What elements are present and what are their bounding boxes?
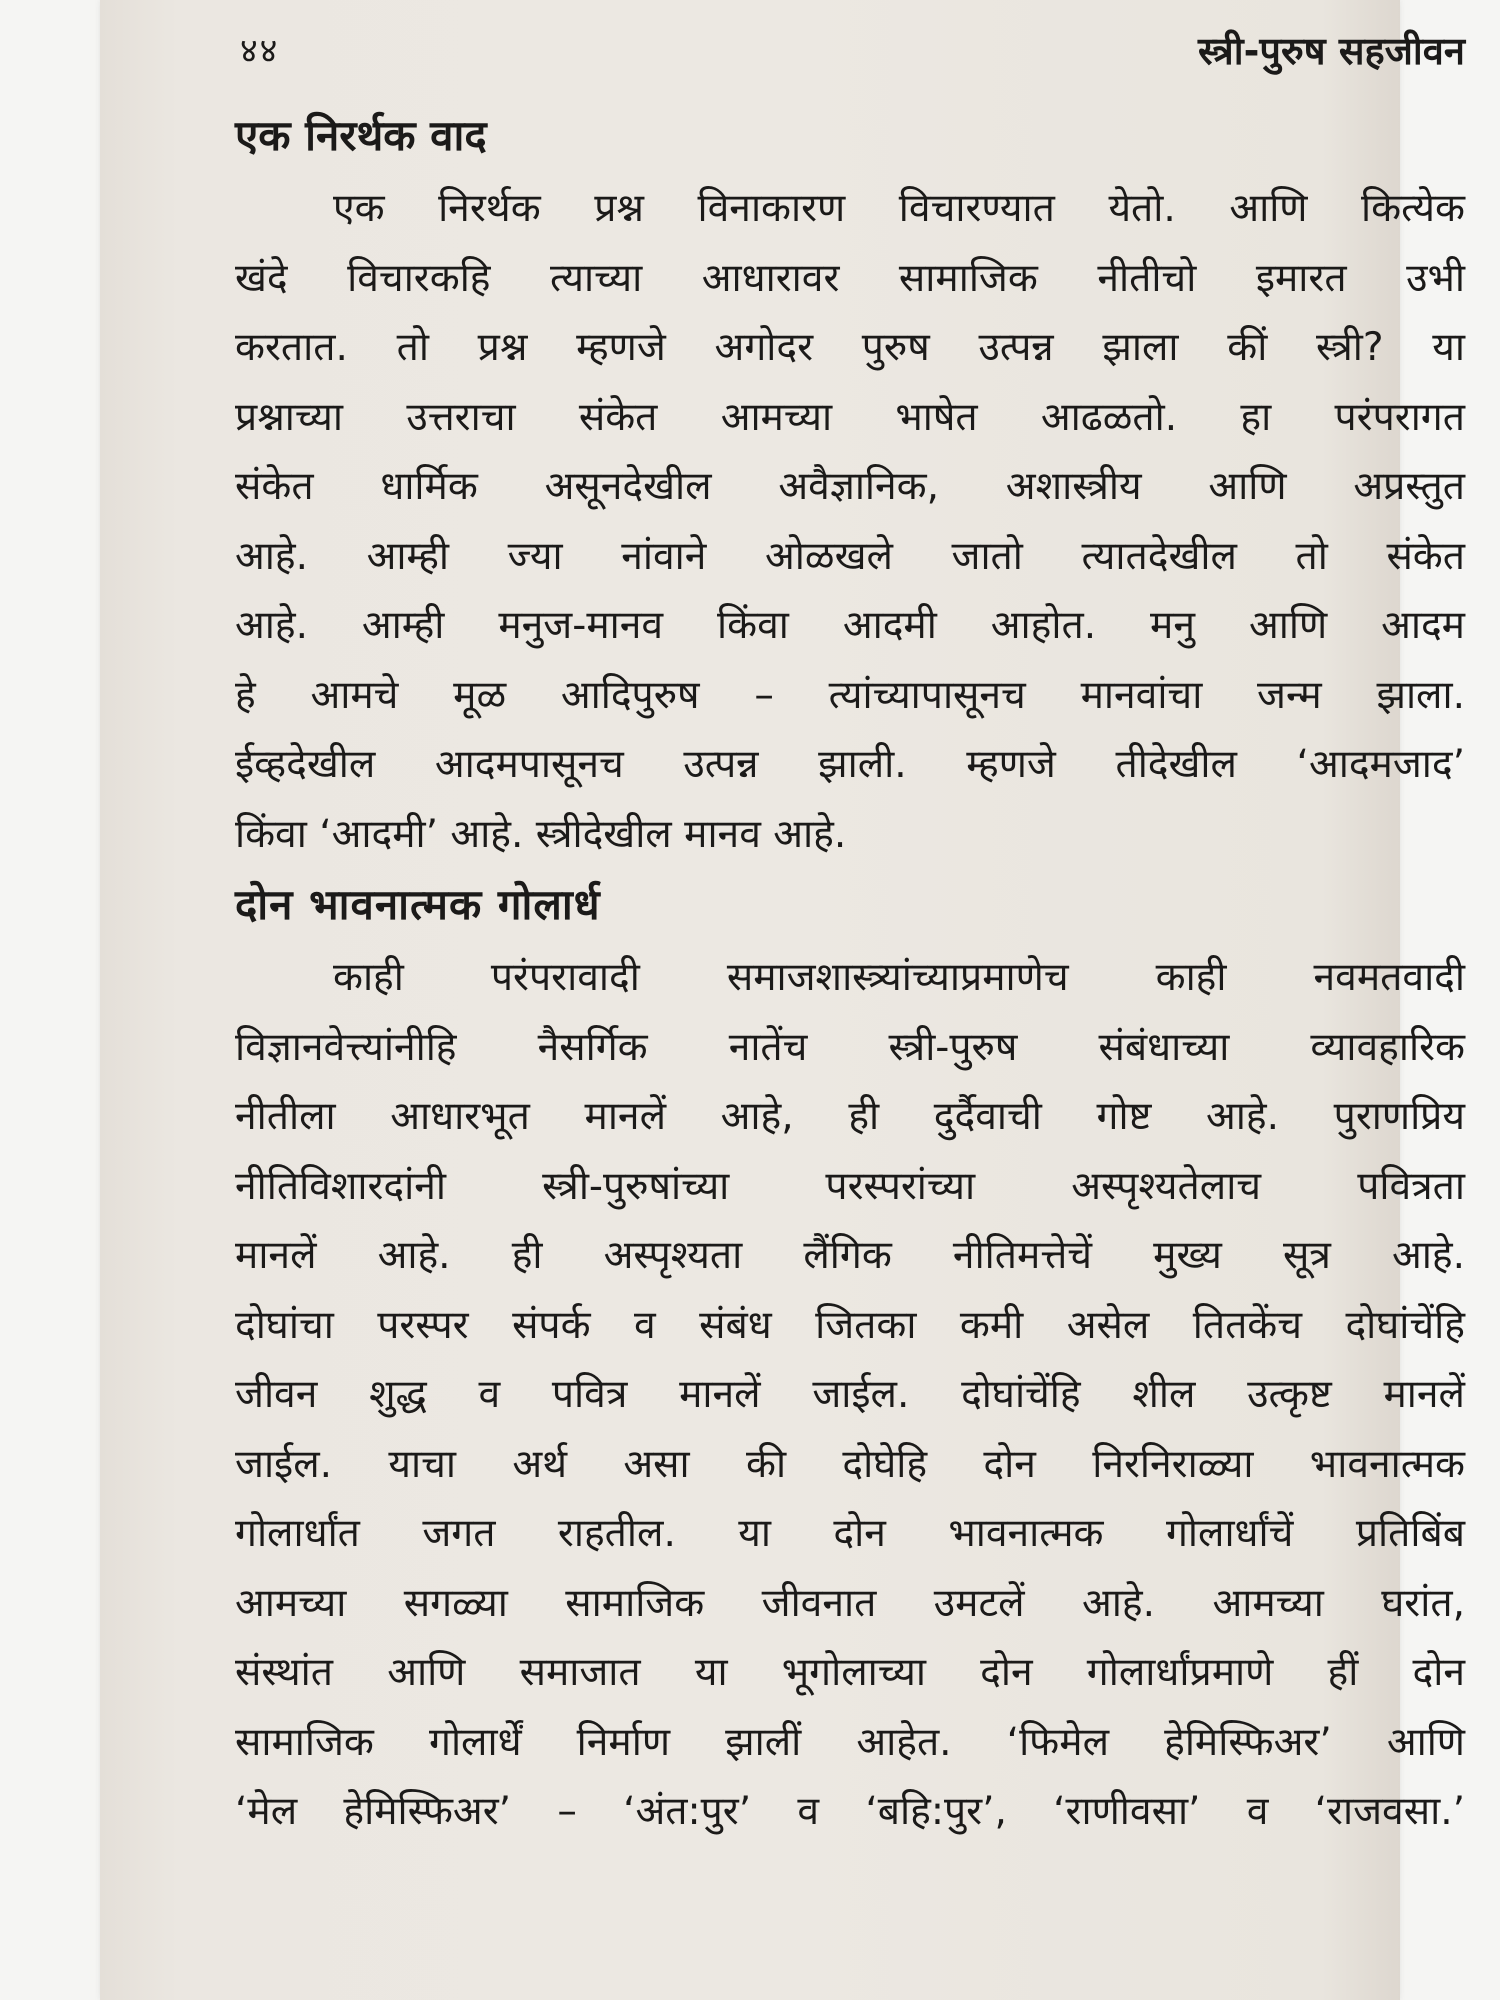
- text-line: आहे. आम्ही ज्या नांवाने ओळखले जातो त्यातदेखील तो संकेत: [235, 533, 1465, 579]
- text-line: प्रश्नाच्या उत्तराचा संकेत आमच्या भाषेत आढळतो. हा परंपरागत: [235, 394, 1465, 440]
- text-line: गोलार्धांत जगत राहतील. या दोन भावनात्मक गोलार्धांचें प्रतिबिंब: [235, 1511, 1465, 1556]
- text-line: करतात. तो प्रश्न म्हणजे अगोदर पुरुष उत्पन्न झाला कीं स्त्री? या: [235, 325, 1465, 370]
- text-line: नीतीला आधारभूत मानलें आहे, ही दुर्दैवाची गोष्ट आहे. पुराणप्रिय: [235, 1094, 1465, 1139]
- text-line: जाईल. याचा अर्थ असा की दोघेहि दोन निरनिराळ्या भावनात्मक: [235, 1441, 1465, 1487]
- page-number: ४४: [240, 31, 280, 71]
- text-line: ‘मेल हेमिस्फिअर’ – ‘अंत:पुर’ व ‘बहि:पुर’, ‘राणीवसा’ व ‘राजवसा.’: [235, 1789, 1465, 1834]
- text-line: सामाजिक गोलार्धें निर्माण झालीं आहेत. ‘फिमेल हेमिस्फिअर’ आणि: [235, 1719, 1465, 1765]
- page-header: [235, 20, 1465, 90]
- section-heading: एक निरर्थक वाद: [235, 111, 487, 160]
- book-page: [100, 0, 1465, 2000]
- text-line: हे आमचे मूळ आदिपुरुष – त्यांच्यापासूनच मानवांचा जन्म झाला.: [235, 672, 1465, 718]
- text-line: खंदे विचारकहि त्याच्या आधारावर सामाजिक नीतीचो इमारत उभी: [235, 255, 1465, 301]
- text-line: किंवा ‘आदमी’ आहे. स्त्रीदेखील मानव आहे.: [235, 811, 847, 857]
- paragraph: [235, 174, 1465, 869]
- text-line: दोघांचा परस्पर संपर्क व संबंध जितका कमी असेल तितकेंच दोघांचेंहि: [235, 1302, 1465, 1348]
- running-title: स्त्री-पुरुष सहजीवन: [1198, 29, 1465, 73]
- text-line: एक निरर्थक प्रश्न विनाकारण विचारण्यात येतो. आणि कित्येक: [333, 186, 1465, 231]
- section-heading: दोन भावनात्मक गोलार्ध: [235, 880, 601, 929]
- text-line: आहे. आम्ही मनुज-मानव किंवा आदमी आहोत. मनु आणि आदम: [235, 603, 1465, 648]
- text-line: ईव्हदेखील आदमपासूनच उत्पन्न झाली. म्हणजे तीदेखील ‘आदमजाद’: [235, 742, 1465, 787]
- text-line: नीतिविशारदांनी स्त्री-पुरुषांच्या परस्परांच्या अस्पृश्यतेलाच पवित्रता: [235, 1163, 1465, 1209]
- text-line: संस्थांत आणि समाजात या भूगोलाच्या दोन गोलार्धांप्रमाणे हीं दोन: [235, 1650, 1465, 1695]
- paragraph: [235, 943, 1465, 1847]
- page-content: [235, 20, 1465, 1847]
- text-line: विज्ञानवेत्त्यांनीहि नैसर्गिक नातेंच स्त्री-पुरुष संबंधाच्या व्यावहारिक: [235, 1024, 1465, 1070]
- text-line: जीवन शुद्ध व पवित्र मानलें जाईल. दोघांचेंहि शील उत्कृष्ट मानलें: [235, 1372, 1465, 1417]
- text-line: संकेत धार्मिक असूनदेखील अवैज्ञानिक, अशास्त्रीय आणि अप्रस्तुत: [235, 464, 1465, 509]
- text-line: मानलें आहे. ही अस्पृश्यता लैंगिक नीतिमत्तेचें मुख्य सूत्र आहे.: [235, 1233, 1465, 1278]
- text-line: काही परंपरावादी समाजशास्त्र्यांच्याप्रमाणेच काही नवमतवादी: [333, 955, 1465, 1000]
- text-line: आमच्या सगळ्या सामाजिक जीवनात उमटलें आहे. आमच्या घरांत,: [235, 1580, 1465, 1626]
